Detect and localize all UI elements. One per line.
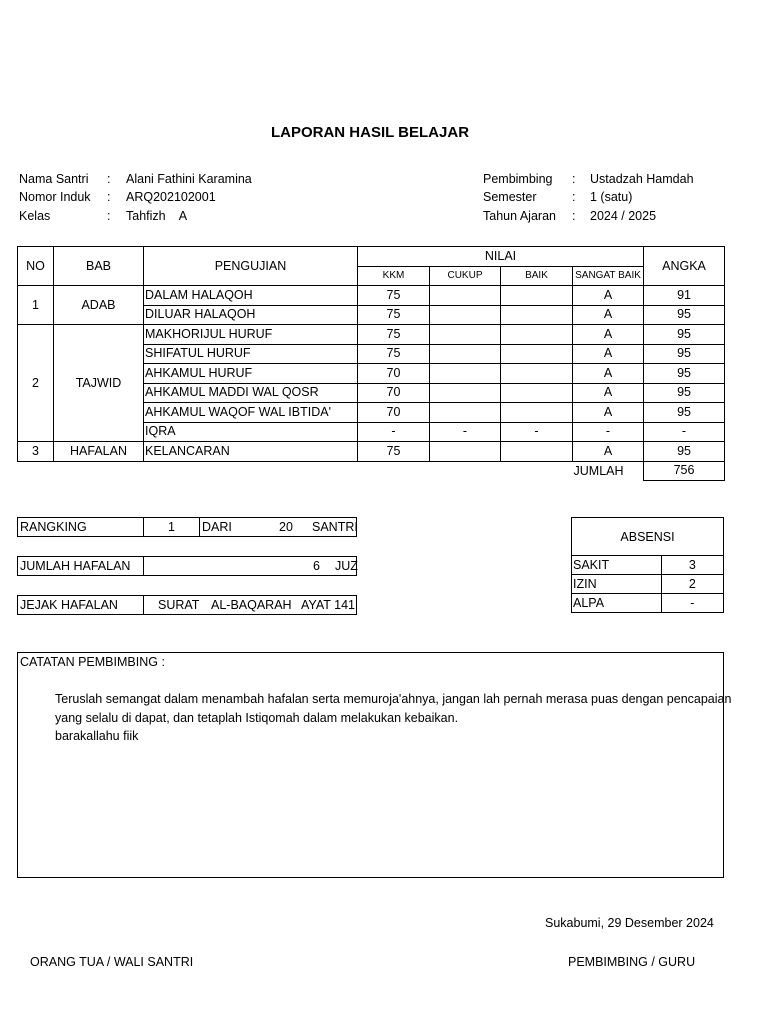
student-class: Tahfizh A bbox=[126, 209, 188, 223]
separator: : bbox=[107, 190, 111, 204]
row-baik bbox=[501, 442, 573, 462]
table-row bbox=[18, 286, 725, 306]
attendance-row bbox=[572, 575, 724, 594]
row-bab: HAFALAN bbox=[54, 442, 144, 462]
row-baik bbox=[501, 325, 573, 345]
memorization-label: JUMLAH HAFALAN bbox=[20, 559, 131, 573]
ranking-of-label: DARI bbox=[202, 520, 232, 534]
table-row bbox=[18, 442, 725, 462]
row-test: AHKAMUL HURUF bbox=[144, 364, 358, 384]
row-sangat-baik: A bbox=[573, 442, 644, 462]
row-angka: - bbox=[644, 422, 725, 442]
row-angka: 95 bbox=[644, 364, 725, 384]
row-baik: - bbox=[501, 422, 573, 442]
row-sangat-baik: - bbox=[573, 422, 644, 442]
row-sangat-baik: A bbox=[573, 286, 644, 306]
row-baik bbox=[501, 364, 573, 384]
semester-value: 1 (satu) bbox=[590, 190, 633, 204]
row-cukup: - bbox=[430, 422, 501, 442]
row-no: 2 bbox=[18, 325, 54, 442]
memorization-box bbox=[17, 556, 357, 576]
row-sangat-baik: A bbox=[573, 344, 644, 364]
parent-signature-label: ORANG TUA / WALI SANTRI bbox=[30, 955, 194, 969]
row-test: DALAM HALAQOH bbox=[144, 286, 358, 306]
row-test: MAKHORIJUL HURUF bbox=[144, 325, 358, 345]
year-label: Tahun Ajaran bbox=[483, 209, 556, 223]
school-year: 2024 / 2025 bbox=[590, 209, 657, 223]
student-name: Alani Fathini Karamina bbox=[126, 172, 252, 186]
row-sangat-baik: A bbox=[573, 383, 644, 403]
total-row bbox=[18, 461, 725, 481]
separator: : bbox=[107, 172, 111, 186]
header-baik: BAIK bbox=[501, 266, 573, 286]
mentor-notes bbox=[17, 652, 732, 878]
mentor-label: Pembimbing bbox=[483, 172, 553, 186]
row-angka: 95 bbox=[644, 403, 725, 423]
row-kkm: 75 bbox=[358, 344, 430, 364]
row-angka: 95 bbox=[644, 383, 725, 403]
attendance-value: - bbox=[661, 594, 723, 613]
grades-table bbox=[17, 246, 725, 481]
ranking-total: 20 bbox=[279, 520, 293, 534]
class-label: Kelas bbox=[19, 209, 51, 223]
header-test: PENGUJIAN bbox=[144, 247, 358, 286]
row-no: 3 bbox=[18, 442, 54, 462]
row-bab: ADAB bbox=[54, 286, 144, 325]
total-label: JUMLAH bbox=[573, 463, 624, 478]
separator: : bbox=[572, 172, 576, 186]
row-sangat-baik: A bbox=[573, 364, 644, 384]
row-angka: 91 bbox=[644, 286, 725, 306]
notes-line: yang selalu di dapat, dan tetaplah Istiqomah dalam melakukan kebaikan. bbox=[55, 710, 459, 725]
row-sangat-baik: A bbox=[573, 403, 644, 423]
row-baik bbox=[501, 403, 573, 423]
attendance-title: ABSENSI bbox=[572, 518, 724, 556]
trace-label: JEJAK HAFALAN bbox=[20, 598, 118, 612]
row-test: KELANCARAN bbox=[144, 442, 358, 462]
trace-surat: AL-BAQARAH bbox=[211, 598, 292, 612]
row-kkm: 70 bbox=[358, 403, 430, 423]
attendance-value: 3 bbox=[661, 556, 723, 575]
row-test: DILUAR HALAQOH bbox=[144, 305, 358, 325]
row-test: IQRA bbox=[144, 422, 358, 442]
row-angka: 95 bbox=[644, 442, 725, 462]
row-bab: TAJWID bbox=[54, 325, 144, 442]
ranking-label: RANGKING bbox=[20, 520, 87, 534]
semester-label: Semester bbox=[483, 190, 537, 204]
total-value: 756 bbox=[644, 461, 725, 481]
row-kkm: 75 bbox=[358, 286, 430, 306]
row-kkm: 70 bbox=[358, 364, 430, 384]
header-nilai: NILAI bbox=[358, 247, 644, 267]
notes-line: Teruslah semangat dalam menambah hafalan serta memuroja'ahnya, jangan lah pernah merasa puas dengan pencapaian bbox=[55, 692, 732, 706]
attendance-row bbox=[572, 556, 724, 575]
row-baik bbox=[501, 305, 573, 325]
row-cukup bbox=[430, 286, 501, 306]
header-kkm: KKM bbox=[358, 266, 430, 286]
attendance-label: IZIN bbox=[572, 575, 662, 594]
notes-body bbox=[55, 690, 731, 746]
row-test: AHKAMUL WAQOF WAL IBTIDA' bbox=[144, 403, 358, 423]
teacher-signature-label: PEMBIMBING / GURU bbox=[568, 955, 696, 969]
attendance-label: SAKIT bbox=[572, 556, 662, 575]
header-no: NO bbox=[18, 247, 54, 286]
row-cukup bbox=[430, 364, 501, 384]
attendance-value: 2 bbox=[661, 575, 723, 594]
place-date: Sukabumi, 29 Desember 2024 bbox=[545, 916, 714, 930]
trace-ayat: AYAT 141 bbox=[301, 598, 355, 612]
row-cukup bbox=[430, 325, 501, 345]
row-kkm: 75 bbox=[358, 325, 430, 345]
id-label: Nomor Induk bbox=[19, 190, 91, 204]
ranking-unit: SANTRI bbox=[312, 520, 358, 534]
row-angka: 95 bbox=[644, 344, 725, 364]
row-kkm: 75 bbox=[358, 305, 430, 325]
mentor-name: Ustadzah Hamdah bbox=[590, 172, 694, 186]
notes-label: CATATAN PEMBIMBING : bbox=[20, 655, 165, 669]
row-test: SHIFATUL HURUF bbox=[144, 344, 358, 364]
memorization-unit: JUZ bbox=[335, 559, 358, 573]
row-cukup bbox=[430, 442, 501, 462]
table-row bbox=[18, 325, 725, 345]
header-bab: BAB bbox=[54, 247, 144, 286]
row-cukup bbox=[430, 403, 501, 423]
row-cukup bbox=[430, 305, 501, 325]
student-id: ARQ202102001 bbox=[126, 190, 216, 204]
memorization-value: 6 bbox=[313, 559, 320, 573]
row-baik bbox=[501, 286, 573, 306]
header-cukup: CUKUP bbox=[430, 266, 501, 286]
trace-box bbox=[17, 595, 357, 615]
row-no: 1 bbox=[18, 286, 54, 325]
row-sangat-baik: A bbox=[573, 325, 644, 345]
row-test: AHKAMUL MADDI WAL QOSR bbox=[144, 383, 358, 403]
row-kkm: 75 bbox=[358, 442, 430, 462]
attendance-table bbox=[571, 517, 724, 613]
trace-surat-label: SURAT bbox=[158, 598, 200, 612]
separator: : bbox=[107, 209, 111, 223]
row-angka: 95 bbox=[644, 325, 725, 345]
header-sangat-baik: SANGAT BAIK bbox=[573, 266, 644, 286]
row-cukup bbox=[430, 383, 501, 403]
ranking-box bbox=[17, 517, 357, 537]
ranking-value: 1 bbox=[168, 520, 175, 534]
separator: : bbox=[572, 209, 576, 223]
separator: : bbox=[572, 190, 576, 204]
page-title: LAPORAN HASIL BELAJAR bbox=[270, 124, 470, 141]
row-angka: 95 bbox=[644, 305, 725, 325]
attendance-label: ALPA bbox=[572, 594, 662, 613]
name-label: Nama Santri bbox=[19, 172, 89, 186]
row-kkm: - bbox=[358, 422, 430, 442]
notes-line: barakallahu fiik bbox=[55, 729, 139, 743]
header-angka: ANGKA bbox=[644, 247, 725, 286]
attendance-row bbox=[572, 594, 724, 613]
row-baik bbox=[501, 344, 573, 364]
row-sangat-baik: A bbox=[573, 305, 644, 325]
row-baik bbox=[501, 383, 573, 403]
row-cukup bbox=[430, 344, 501, 364]
row-kkm: 70 bbox=[358, 383, 430, 403]
